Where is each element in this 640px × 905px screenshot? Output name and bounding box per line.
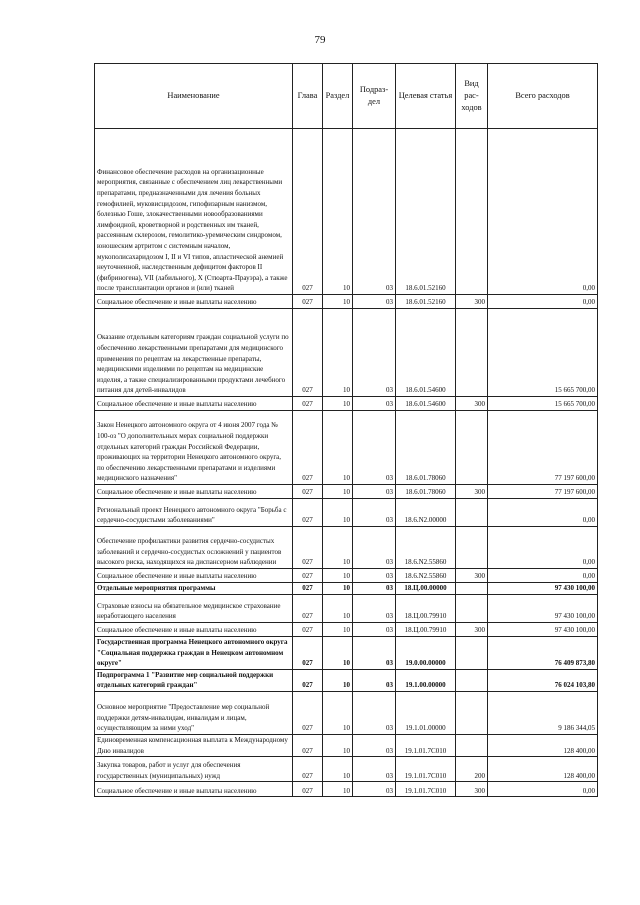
row-target: 18.6.01.54600 [396, 397, 456, 411]
row-section: 10 [323, 669, 353, 691]
row-expense-type [456, 499, 488, 527]
row-total: 15 665 700,00 [488, 397, 598, 411]
row-section: 10 [323, 623, 353, 637]
header-name: Наименование [95, 64, 293, 129]
row-chapter: 027 [293, 309, 323, 397]
row-chapter: 027 [293, 527, 323, 569]
budget-table [94, 63, 598, 797]
row-section: 10 [323, 129, 353, 295]
row-subsection: 03 [353, 397, 396, 411]
row-expense-type: 300 [456, 782, 488, 797]
header-chapter: Глава [293, 64, 323, 129]
row-expense-type: 300 [456, 569, 488, 583]
row-subsection: 03 [353, 623, 396, 637]
row-total: 0,00 [488, 295, 598, 309]
row-target: 18.6.N2.55860 [396, 569, 456, 583]
row-section: 10 [323, 757, 353, 782]
row-subsection: 03 [353, 309, 396, 397]
row-chapter: 027 [293, 569, 323, 583]
row-subsection: 03 [353, 637, 396, 670]
row-name: Социальное обеспечение и иные выплаты населению [95, 623, 293, 637]
row-expense-type [456, 669, 488, 691]
row-chapter: 027 [293, 295, 323, 309]
table-row [95, 623, 598, 637]
table-row [95, 485, 598, 499]
table-row [95, 309, 598, 397]
row-expense-type [456, 595, 488, 623]
row-subsection: 03 [353, 583, 396, 595]
row-expense-type: 300 [456, 485, 488, 499]
row-section: 10 [323, 485, 353, 499]
row-name: Социальное обеспечение и иные выплаты населению [95, 397, 293, 411]
row-total: 0,00 [488, 129, 598, 295]
row-target: 19.1.00.00000 [396, 669, 456, 691]
row-chapter: 027 [293, 623, 323, 637]
header-target: Целевая статья [396, 64, 456, 129]
row-total: 97 430 100,00 [488, 623, 598, 637]
row-target: 18.6.01.78060 [396, 485, 456, 499]
row-name: Социальное обеспечение и иные выплаты населению [95, 295, 293, 309]
row-expense-type [456, 691, 488, 734]
row-name: Оказание отдельным категориям граждан социальной услуги по обеспечению лекарственными препаратами для медицинского применения по рецептам на лекарственные препараты, медицинскими изделиями по рецептам на медицинские изделия, а также специализированными продуктами лечебного питания для детей-инвалидов [95, 309, 293, 397]
row-section: 10 [323, 691, 353, 734]
table-row [95, 129, 598, 295]
row-chapter: 027 [293, 691, 323, 734]
row-total: 0,00 [488, 782, 598, 797]
row-name: Обеспечение профилактики развития сердечно-сосудистых заболеваний и сердечно-сосудистых осложнений у пациентов высокого риска, находящихся на диспансерном наблюдении [95, 527, 293, 569]
row-target: 18.6.01.52160 [396, 129, 456, 295]
row-expense-type: 200 [456, 757, 488, 782]
row-chapter: 027 [293, 583, 323, 595]
row-subsection: 03 [353, 411, 396, 485]
row-subsection: 03 [353, 757, 396, 782]
row-name: Финансовое обеспечение расходов на организационные мероприятия, связанные с обеспечением лиц лекарственными препаратами, предназначенными для лечения больных гемофилией, муковисцидозом, гипофизарным нанизмом, болезнью Гоше, злокачественными новообразованиями лимфоидной, кроветворной и родственных им тканей, рассеянным склерозом, гемолитико-уремическим синдромом, юношеским артритом с системным началом, мукополисахаридозом I, II и VI типов, апластической анемией неуточненной, наследственным дефицитом факторов II (фибриногена), VII (лабильного), X (Стюарта-Прауэра), а также после трансплантации органов и (или) тканей [95, 129, 293, 295]
row-section: 10 [323, 595, 353, 623]
row-total: 76 024 103,80 [488, 669, 598, 691]
row-section: 10 [323, 295, 353, 309]
table-row [95, 295, 598, 309]
row-target: 18.Ц.00.79910 [396, 623, 456, 637]
row-expense-type [456, 583, 488, 595]
row-name: Государственная программа Ненецкого автономного округа "Социальная поддержка граждан в Ненецком автономном округе" [95, 637, 293, 670]
row-name: Основное мероприятие "Предоставление мер социальной поддержки детям-инвалидам, инвалидам и лицам, осуществляющим за ними уход" [95, 691, 293, 734]
row-subsection: 03 [353, 485, 396, 499]
row-total: 0,00 [488, 499, 598, 527]
row-section: 10 [323, 637, 353, 670]
row-total: 77 197 600,00 [488, 411, 598, 485]
row-total: 97 430 100,00 [488, 583, 598, 595]
row-total: 76 409 873,80 [488, 637, 598, 670]
row-target: 19.1.01.7C010 [396, 734, 456, 756]
row-expense-type [456, 129, 488, 295]
row-section: 10 [323, 397, 353, 411]
row-total: 9 186 344,05 [488, 691, 598, 734]
row-expense-type [456, 411, 488, 485]
header-section: Раздел [323, 64, 353, 129]
row-total: 77 197 600,00 [488, 485, 598, 499]
row-target: 19.1.01.7C010 [396, 757, 456, 782]
table-row [95, 669, 598, 691]
row-name: Закон Ненецкого автономного округа от 4 июня 2007 года № 100-оз "О дополнительных мерах социальной поддержки отдельных категорий граждан Российской Федерации, проживающих на территории Ненецкого автономного округа, по обеспечению лекарственными препаратами и изделиями медицинского назначения" [95, 411, 293, 485]
row-section: 10 [323, 499, 353, 527]
row-subsection: 03 [353, 595, 396, 623]
row-expense-type [456, 637, 488, 670]
row-subsection: 03 [353, 691, 396, 734]
row-target: 18.Ц.00.00000 [396, 583, 456, 595]
row-chapter: 027 [293, 782, 323, 797]
row-subsection: 03 [353, 782, 396, 797]
row-name: Подпрограмма 1 "Развитие мер социальной поддержки отдельных категорий граждан" [95, 669, 293, 691]
row-name: Отдельные мероприятия программы [95, 583, 293, 595]
row-total: 128 400,00 [488, 734, 598, 756]
row-chapter: 027 [293, 499, 323, 527]
row-section: 10 [323, 309, 353, 397]
row-subsection: 03 [353, 295, 396, 309]
header-expense-type: Вид рас-ходов [456, 64, 488, 129]
row-subsection: 03 [353, 569, 396, 583]
row-total: 97 430 100,00 [488, 595, 598, 623]
row-name: Социальное обеспечение и иные выплаты населению [95, 485, 293, 499]
table-row [95, 637, 598, 670]
table-row [95, 499, 598, 527]
row-total: 128 400,00 [488, 757, 598, 782]
row-target: 19.1.01.7C010 [396, 782, 456, 797]
row-expense-type [456, 734, 488, 756]
header-total: Всего расходов [488, 64, 598, 129]
row-subsection: 03 [353, 734, 396, 756]
row-subsection: 03 [353, 669, 396, 691]
row-total: 0,00 [488, 569, 598, 583]
row-expense-type [456, 309, 488, 397]
row-section: 10 [323, 782, 353, 797]
table-row [95, 411, 598, 485]
row-chapter: 027 [293, 637, 323, 670]
row-target: 18.6.01.54600 [396, 309, 456, 397]
row-section: 10 [323, 734, 353, 756]
row-chapter: 027 [293, 734, 323, 756]
table-row [95, 583, 598, 595]
row-total: 0,00 [488, 527, 598, 569]
row-name: Социальное обеспечение и иные выплаты населению [95, 569, 293, 583]
row-subsection: 03 [353, 129, 396, 295]
row-chapter: 027 [293, 129, 323, 295]
row-section: 10 [323, 411, 353, 485]
row-target: 18.6.N2.00000 [396, 499, 456, 527]
row-chapter: 027 [293, 485, 323, 499]
row-expense-type: 300 [456, 397, 488, 411]
table-row [95, 734, 598, 756]
row-target: 18.Ц.00.79910 [396, 595, 456, 623]
page-number: 79 [314, 34, 326, 46]
row-chapter: 027 [293, 757, 323, 782]
row-target: 19.1.01.00000 [396, 691, 456, 734]
header-subsection: Подраз-дел [353, 64, 396, 129]
row-name: Страховые взносы на обязательное медицинское страхование неработающего населения [95, 595, 293, 623]
row-expense-type: 300 [456, 295, 488, 309]
row-subsection: 03 [353, 499, 396, 527]
table-row [95, 569, 598, 583]
table-row [95, 782, 598, 797]
row-target: 19.0.00.00000 [396, 637, 456, 670]
row-chapter: 027 [293, 397, 323, 411]
table-row [95, 595, 598, 623]
row-subsection: 03 [353, 527, 396, 569]
row-section: 10 [323, 527, 353, 569]
table-row [95, 757, 598, 782]
row-expense-type: 300 [456, 623, 488, 637]
row-name: Закупка товаров, работ и услуг для обеспечения государственных (муниципальных) нужд [95, 757, 293, 782]
row-chapter: 027 [293, 595, 323, 623]
table-header-row [95, 64, 598, 129]
row-target: 18.6.01.78060 [396, 411, 456, 485]
table-row [95, 397, 598, 411]
row-chapter: 027 [293, 411, 323, 485]
row-name: Единовременная компенсационная выплата к Международному Дню инвалидов [95, 734, 293, 756]
row-total: 15 665 700,00 [488, 309, 598, 397]
row-chapter: 027 [293, 669, 323, 691]
table-row [95, 527, 598, 569]
row-expense-type [456, 527, 488, 569]
row-section: 10 [323, 569, 353, 583]
row-name: Социальное обеспечение и иные выплаты населению [95, 782, 293, 797]
row-target: 18.6.01.52160 [396, 295, 456, 309]
table-row [95, 691, 598, 734]
row-section: 10 [323, 583, 353, 595]
row-name: Региональный проект Ненецкого автономного округа "Борьба с сердечно-сосудистыми заболеваниями" [95, 499, 293, 527]
row-target: 18.6.N2.55860 [396, 527, 456, 569]
